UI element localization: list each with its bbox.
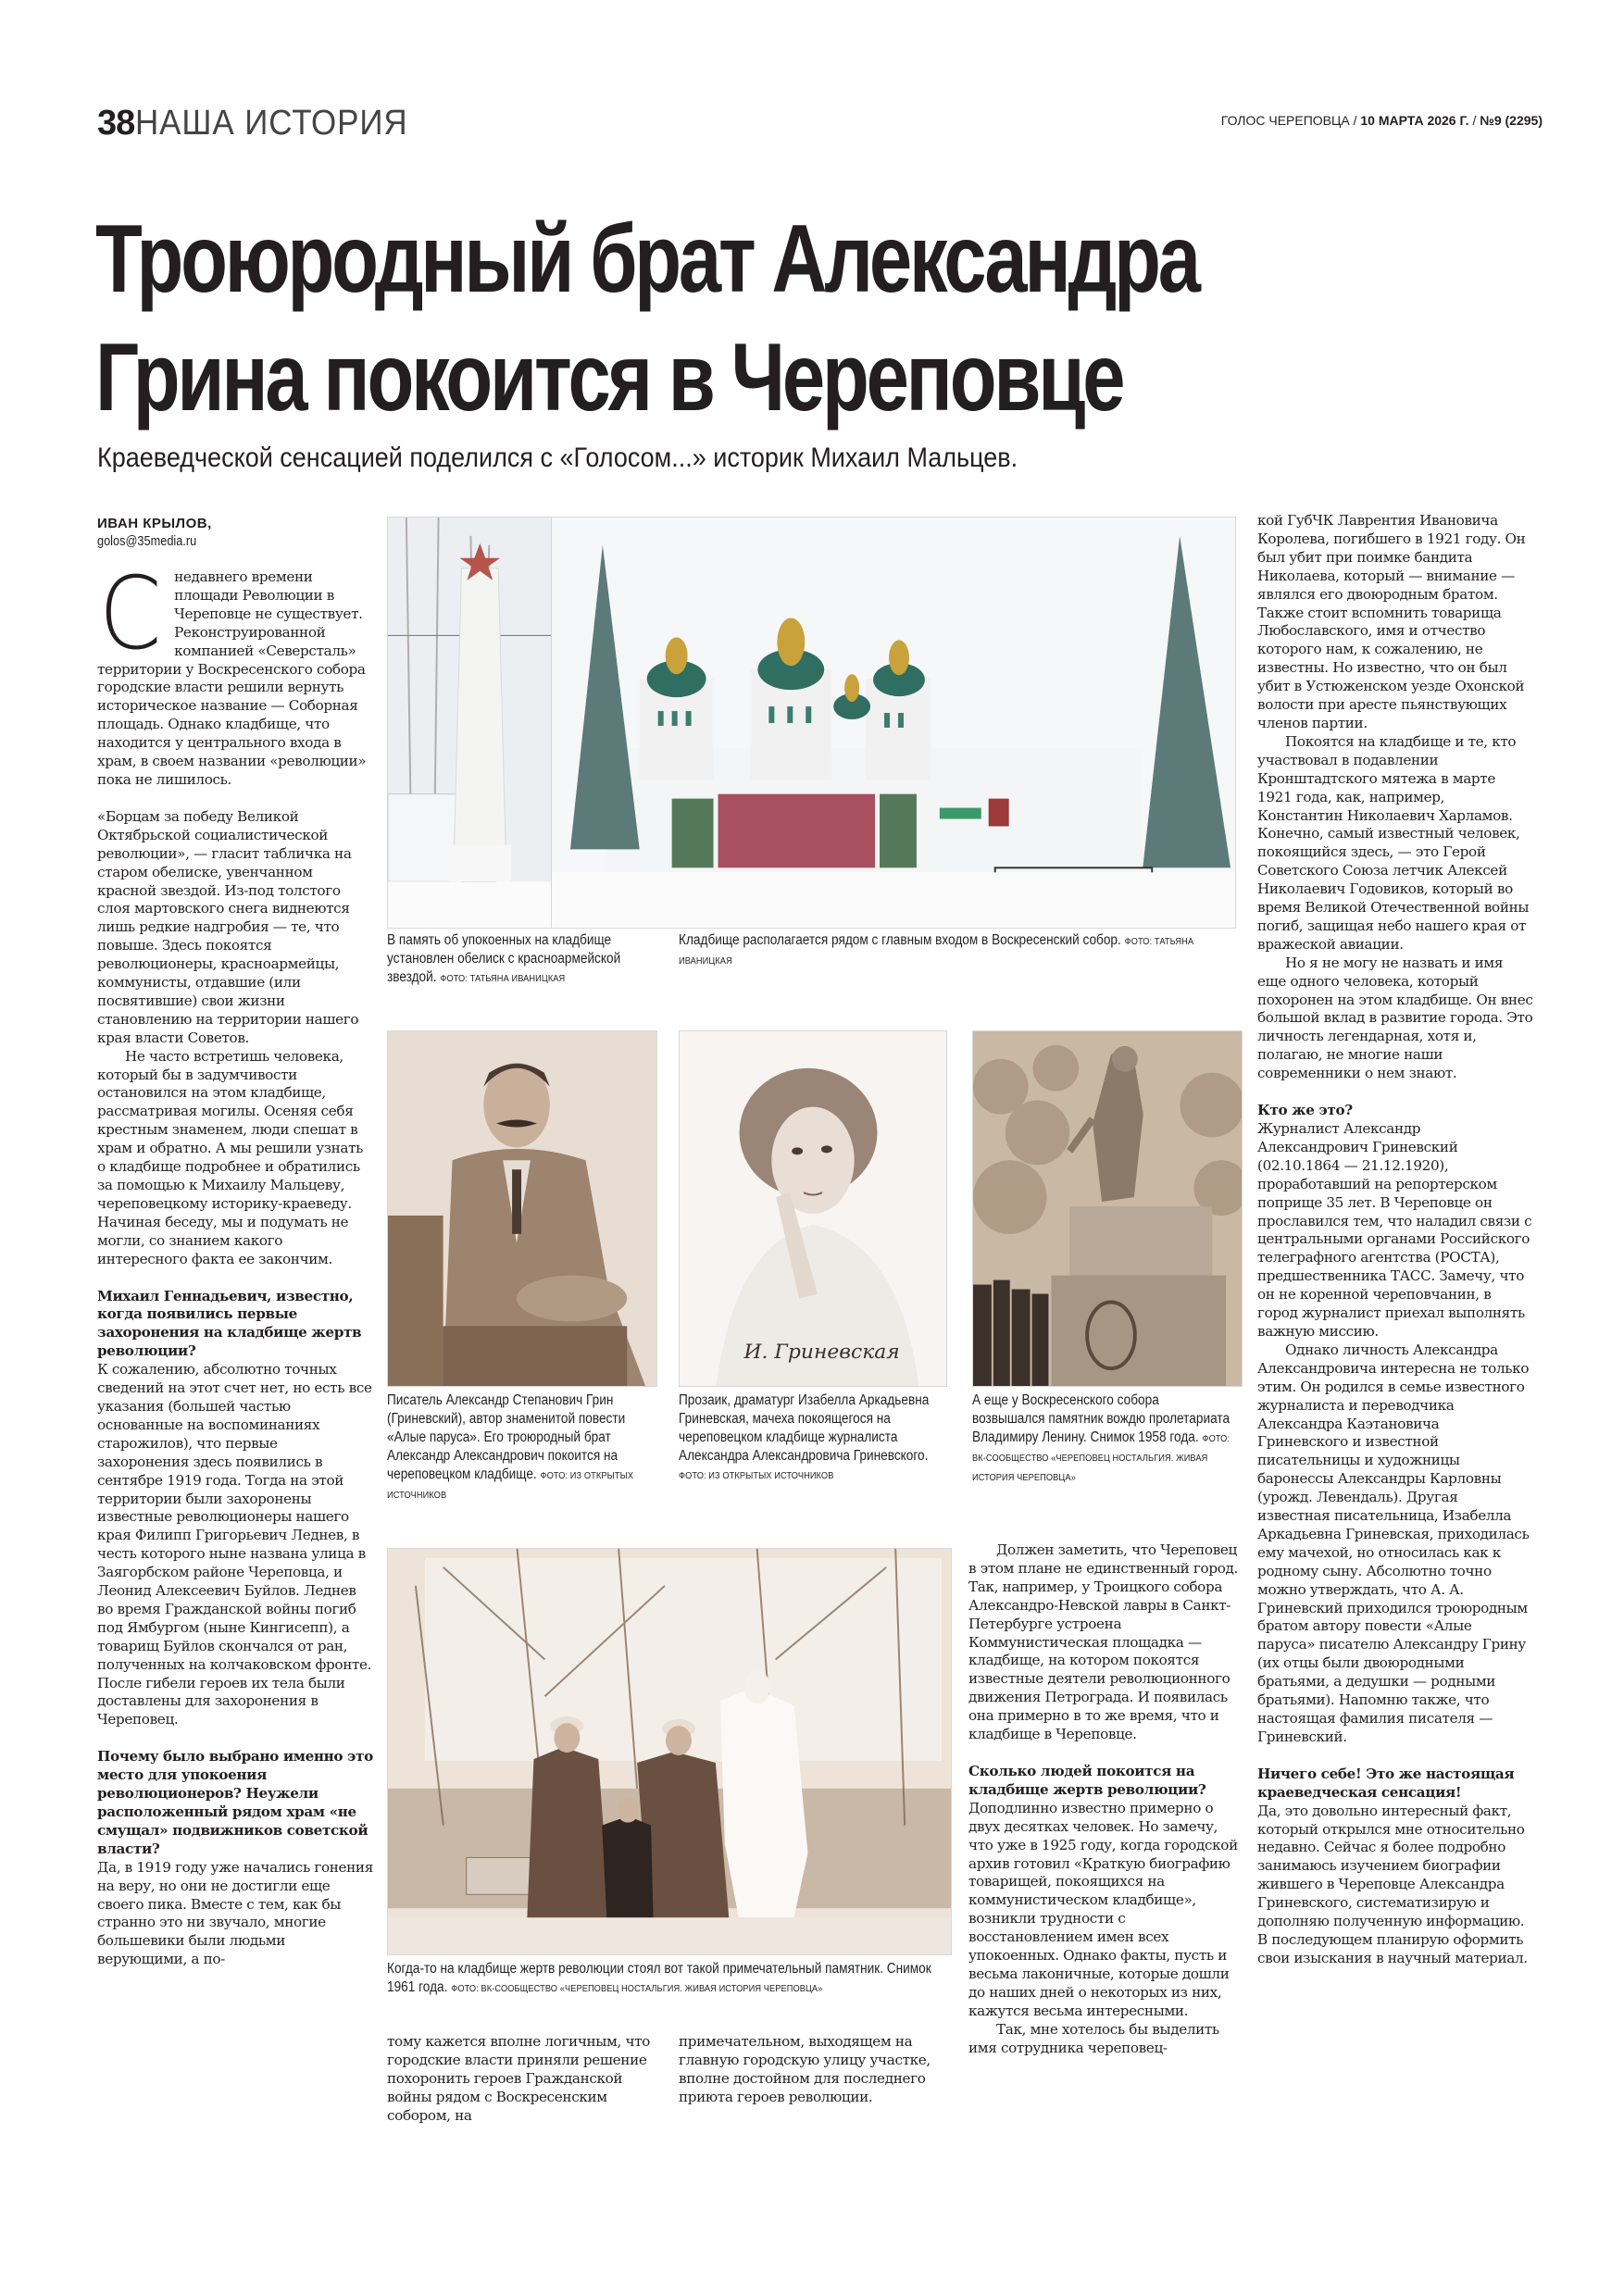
masthead — [1221, 113, 1543, 128]
lenin-monument-photo[interactable] — [972, 1030, 1243, 1387]
photo-credit: ФОТО: ВК-СООБЩЕСТВО «ЧЕРЕПОВЕЦ НОСТАЛЬГИЯ. ЖИВАЯ ИСТОРИЯ ЧЕРЕПОВЦА» — [451, 1983, 823, 1994]
paragraph: Однако личность Александра Александровича интересна не только этим. Он родился в семье известного журналиста и переводчика Александра Каэтановича Гриневского и известной писательницы и художницы баронессы Александры Карловны (урожд. Левендаль). Другая известная писательница, Изабелла Аркадьевна Гриневская, приходилась ему мачехой, но относилась как к родному сыну. Абсолютно точно можно утверждать, что А. А. Гриневский приходился троюродным братом автору повести «Алые паруса» писателю Александру Грину (их отцы были двоюродными братьями, а дедушки — родными братьями). Напомню также, что настоящая фамилия писателя — Гриневский. — [1257, 1341, 1530, 1745]
headline-line-2: Грина покоится в Череповце — [95, 324, 1123, 431]
paragraph: «Борцам за победу Великой Октябрьской социалистической революции», — гласит табличка на старом обелиске, увенчанном красной звездой. Из-под толстого слоя мартовского снега виднеются лишь редкие надгробия — те, что повыше. Здесь покоятся революционеры, красноармейцы, коммунисты, отдавшие (или посвятившие) свои жизни становлению на территории нашего края власти Советов. — [97, 807, 359, 1046]
interview-answer: Журналист Александр Александрович Гриневский (02.10.1864 — 21.12.1920), проработавший на репортерском поприще 35 лет. В Череповце он прославился тем, что наладил связи с центральными органами Российского телеграфного агентства (РОСТА), предшественника ТАСС. Замечу, что он не коренной череповчанин, в город журналист приехал выполнять важную миссию. — [1257, 1120, 1532, 1340]
cathedral-photo[interactable] — [551, 517, 1236, 929]
paragraph: Но я не могу не назвать и имя еще одного человека, который похоронен на этом кладбище. Он внес большой вклад в развитие города. Это личность легендарная, хотя и, полагаю, не многие наши современники о нем знают. — [1257, 954, 1533, 1082]
monument-1961-photo[interactable] — [387, 1548, 952, 1955]
photo-caption: В память об упокоенных на кладбище установлен обелиск с красноармейской звездой. ФОТО: ТАТЬЯНА ИВАНИЦКАЯ — [387, 932, 621, 985]
separator: / — [1472, 113, 1480, 128]
paragraph: Не часто встретишь человека, который бы в задумчивости остановился на этом кладбище, рассматривая могилы. Осеняя себя крестным знаменем, люди спешат в храм и обратно. А мы решили узнать о кладбище подробнее и обратились за помощью к Михаилу Мальцеву, череповецкому историку-краеведу. Начиная беседу, мы и подумать не могли, со знанием какого интересного факта ее закончим. — [97, 1047, 364, 1267]
opening-paragraph: Снедавнего времени площади Революции в Череповце не существует. Реконструированной компанией «Северсталь» территории у Воскресенского собора городские власти решили вернуть историческое название — Соборная площадь. Однако кладбище, что находится у центрального входа в храм, в своем названии «революции» пока не лишилось. — [97, 556, 367, 788]
interview-question: Сколько людей покоится на кладбище жертв революции? — [968, 1762, 1206, 1798]
interview-question: Почему было выбрано именно это место для упокоения революционеров? Неужели расположенный рядом храм «не смущал» подвижников советской власти? — [97, 1748, 373, 1857]
grinevskaya-portrait-photo[interactable] — [679, 1030, 947, 1387]
author-name: ИВАН КРЫЛОВ, — [97, 516, 212, 531]
publication-name: ГОЛОС ЧЕРЕПОВЦА — [1220, 113, 1350, 128]
page-number: 38 — [97, 104, 135, 143]
paragraph: тому кажется вполне логичным, что городские власти приняли решение похоронить героев Гражданской войны рядом с Воскресенским собором, на — [387, 2033, 650, 2124]
column-4 — [968, 1541, 1244, 2057]
photo-caption: Когда-то на кладбище жертв революции стоял вот такой примечательный памятник. Снимок 1961 года. ФОТО: ВК-СООБЩЕСТВО «ЧЕРЕПОВЕЦ НОСТАЛЬГИЯ. ЖИВАЯ ИСТОРИЯ ЧЕРЕПОВЦА» — [387, 1961, 931, 1995]
interview-answer: Да, в 1919 году уже начались гонения на веру, но они не достигли еще своего пика. Вместе с тем, как бы странно это ни звучало, многие большевики были людьми верующими, а по- — [97, 1858, 373, 1968]
issue-date: 10 МАРТА 2026 Г. — [1360, 113, 1469, 128]
interview-question: Михаил Геннадьевич, известно, когда появились первые захоронения на кладбище жертв революции? — [97, 1287, 362, 1360]
photo-credit: ФОТО: ТАТЬЯНА ИВАНИЦКАЯ — [440, 973, 566, 984]
drop-cap: С — [98, 556, 162, 672]
paragraph: Так, мне хотелось бы выделить имя сотрудника череповец- — [968, 2020, 1219, 2056]
paragraph: примечательном, выходящем на главную городскую улицу участке, вполне достойном для последнего приюта героев революции. — [679, 2033, 931, 2105]
interview-question: Кто же это? — [1257, 1102, 1353, 1119]
photo-credit: ФОТО: ВК-СООБЩЕСТВО «ЧЕРЕПОВЕЦ НОСТАЛЬГИЯ. ЖИВАЯ ИСТОРИЯ ЧЕРЕПОВЦА» — [972, 1433, 1230, 1483]
headline-line-1: Троюродный брат Александра — [95, 206, 1198, 313]
paragraph: Должен заметить, что Череповец в этом плане не единственный город. Так, например, у Троицкого собора Александро-Невской лавры в Санкт-Петербурге устроена Коммунистическая площадка — кладбище, на котором покоятся известные деятели революционного движения Петрограда. И появилась она примерно в то же время, что и кладбище в Череповце. — [968, 1541, 1238, 1743]
photo-caption: Прозаик, драматург Изабелла Аркадьевна Гриневская, мачеха покоящегося на череповецком кладбище журналиста Александра Александровича Гриневского. ФОТО: ИЗ ОТКРЫТЫХ ИСТОЧНИКОВ — [679, 1392, 930, 1481]
paragraph: Покоятся на кладбище и те, кто участвовал в подавлении Кронштадтского мятежа в марте 1921 года, как, например, Константин Николаевич Харламов. Конечно, самый известный человек, покоящийся здесь, — это Герой Советского Союза летчик Алексей Николаевич Годовиков, который во время Великой Отечественной войны погиб, защищая небо нашего края от вражеской авиации. — [1257, 732, 1530, 953]
interview-answer: К сожалению, абсолютно точных сведений на этот счет нет, но есть все указания (большей частью основанные на воспоминаниях старожилов), что первые захоронения здесь появились в сентябре 1919 года. Тогда на этой территории были захоронены известные революционеры нашего края Филипп Григорьевич Леднев, в честь которого ныне названа улица в Заягорбском районе Череповца, и Леонид Алексеевич Буйлов. Леднев во время Гражданской войны погиб под Ямбургом (ныне Кингисепп), а товарищ Буйлов скончался от ран, полученных на колчаковском фронте. После гибели героев их тела были доставлены для захоронения в Череповец. — [97, 1361, 372, 1728]
photo-credit: ФОТО: ИЗ ОТКРЫТЫХ ИСТОЧНИКОВ — [387, 1470, 634, 1501]
signature: И. Гриневская — [743, 1341, 900, 1365]
column-5 — [1257, 512, 1533, 1968]
photo-caption: Писатель Александр Степанович Грин (Гриневский), автор знаменитой повести «Алые паруса». Его троюродный брат Александр Александрович покоится на череповецком кладбище. ФОТО: ИЗ ОТКРЫТЫХ ИСТОЧНИКОВ — [387, 1392, 634, 1501]
column-1 — [97, 556, 373, 1969]
photo-credit: ФОТО: ИЗ ОТКРЫТЫХ ИСТОЧНИКОВ — [679, 1470, 834, 1481]
interview-question: Ничего себе! Это же настоящая краеведческая сенсация! — [1257, 1765, 1515, 1801]
paragraph: кой ГубЧК Лаврентия Ивановича Королева, погибшего в 1921 году. Он был убит при поимке бандита Николаева, который — внимание — являлся его двоюродным братом. Также стоит вспомнить товарища Любославского, имя и отчество которого нам, к сожалению, не известны. Но известно, что он был убит в Устюженском уезде Охонской волости при аресте пьянствующих членов партии. — [1257, 512, 1526, 731]
photo-caption: Кладбище располагается рядом с главным входом в Воскресенский собор. ФОТО: ТАТЬЯНА ИВАНИЦКАЯ — [679, 932, 1194, 967]
section-title: НАША ИСТОРИЯ — [135, 104, 408, 143]
separator: / — [1353, 113, 1361, 128]
grin-portrait-photo[interactable] — [387, 1030, 657, 1387]
interview-answer: Доподлинно известно примерно о двух десятках человек. Но замечу, что уже в 1925 году, когда городской архив готовил «Краткую биографию товарищей, покоящихся на коммунистическом кладбище», возникли трудности с восстановлением имен всех упокоенных. Однако факты, пусть и весьма лаконичные, которые дошли до наших дней о некоторых из них, кажутся весьма интересными. — [968, 1799, 1238, 2019]
column-3-continuation — [679, 2033, 955, 2107]
headline — [95, 200, 1206, 437]
photo-credit: ФОТО: ТАТЬЯНА ИВАНИЦКАЯ — [679, 936, 1194, 967]
lead-paragraph: Краеведческой сенсацией поделился с «Голосом...» историк Михаил Мальцев. — [97, 443, 1018, 473]
interview-answer: Да, это довольно интересный факт, который открылся мне относительно недавно. Сейчас я более подробно занимаюсь изучением биографии жившего в Череповце Александра Гриневского, систематизирую и дополняю полученную информацию. В последующем планирую оформить свои изыскания в научный материал. — [1257, 1802, 1528, 1966]
author-email[interactable]: golos@35media.ru — [97, 533, 197, 549]
issue-number: №9 (2295) — [1480, 113, 1543, 128]
photo-caption: А еще у Воскресенского собора возвышался памятник вождю пролетариата Владимиру Ленину. Снимок 1958 года. ФОТО: ВК-СООБЩЕСТВО «ЧЕРЕПОВЕЦ НОСТАЛЬГИЯ. ЖИВАЯ ИСТОРИЯ ЧЕРЕПОВЦА» — [972, 1392, 1230, 1483]
column-2-continuation — [387, 2033, 663, 2126]
